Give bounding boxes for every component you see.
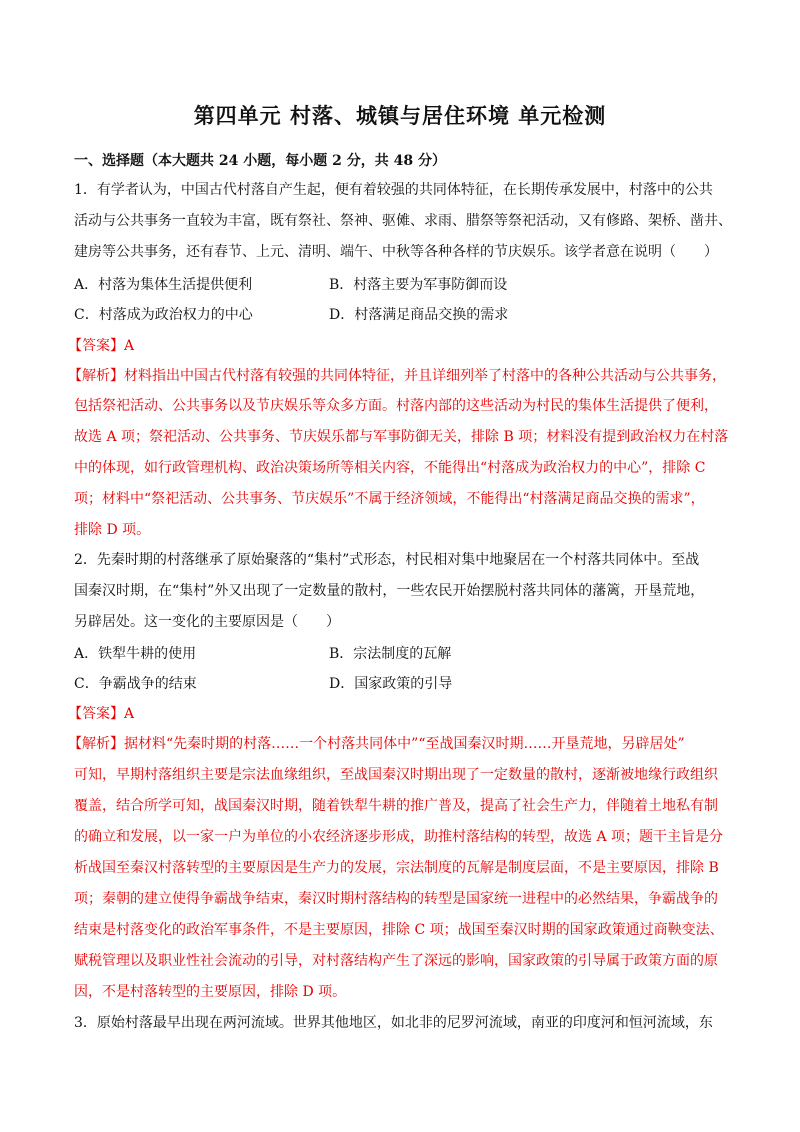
q2-analysis-line: 的确立和发展，以一家一户为单位的小农经济逐步形成，助推村落结构的转型，故选 A 项；题干主旨是分 bbox=[74, 829, 724, 845]
q1-analysis-line: 中的体现，如行政管理机构、政治决策场所等相关内容，不能得出“村落成为政治权力的中心”，排除 C bbox=[74, 460, 706, 476]
q2-analysis-line: 可知，早期村落组织主要是宗法血缘组织，至战国秦汉时期出现了一定数量的散村，逐渐被地缘行政组织 bbox=[74, 767, 718, 783]
q1-option-a: A．村落为集体生活提供便利 bbox=[74, 277, 253, 293]
q2-answer: 【答案】A bbox=[68, 706, 135, 722]
q1-stem-line: 建房等公共事务，还有春节、上元、清明、端午、中秋等各种各样的节庆娱乐。该学者意在说明（ ） bbox=[74, 244, 718, 260]
q1-analysis-line: 排除 D 项。 bbox=[74, 522, 151, 538]
q1-option-c: C．村落成为政治权力的中心 bbox=[74, 307, 253, 323]
q2-option-c: C．争霸战争的结束 bbox=[74, 676, 197, 692]
q1-stem-line: 1．有学者认为，中国古代村落自产生起，便有着较强的共同体特征，在长期传承发展中，村落中的公共 bbox=[74, 182, 713, 198]
q2-analysis-line: 【解析】据材料“先秦时期的村落……一个村落共同体中”“至战国秦汉时期……开垦荒地，另辟居处” bbox=[68, 736, 685, 752]
q2-option-d: D．国家政策的引导 bbox=[329, 676, 453, 692]
page-title: 第四单元 村落、城镇与居住环境 单元检测 bbox=[193, 104, 607, 128]
q1-stem-line: 活动与公共事务一直较为丰富，既有祭社、祭神、驱傩、求雨、腊祭等祭祀活动，又有修路、架桥、凿井、 bbox=[74, 213, 732, 229]
q1-analysis-line: 故选 A 项；祭祀活动、公共事务、节庆娱乐都与军事防御无关，排除 B 项；材料没有提到政治权力在村落 bbox=[74, 429, 729, 445]
q2-analysis-line: 析战国至秦汉村落转型的主要原因是生产力的发展，宗法制度的瓦解是制度层面，不是主要原因，排除 B bbox=[74, 860, 719, 876]
q1-analysis-line: 项；材料中“祭祀活动、公共事务、节庆娱乐”不属于经济领域，不能得出“村落满足商品交换的需求”， bbox=[74, 491, 705, 507]
q2-stem-line: 2．先秦时期的村落继承了原始聚落的“集村”式形态，村民相对集中地聚居在一个村落共同体中。至战 bbox=[74, 552, 700, 568]
q2-analysis-line: 因，不是村落转型的主要原因，排除 D 项。 bbox=[74, 984, 347, 1000]
q2-analysis-line: 赋税管理以及职业性社会流动的引导，对村落结构产生了深远的影响，国家政策的引导属于政策方面的原 bbox=[74, 953, 718, 969]
q2-option-b: B．宗法制度的瓦解 bbox=[329, 646, 452, 662]
q2-analysis-line: 结束是村落变化的政治军事条件，不是主要原因，排除 C 项；战国至秦汉时期的国家政策通过商鞅变法、 bbox=[74, 922, 724, 938]
q2-analysis-line: 项；秦朝的建立使得争霸战争结束，秦汉时期村落结构的转型是国家统一进程中的必然结果，争霸战争的 bbox=[74, 891, 718, 907]
q1-answer: 【答案】A bbox=[68, 338, 135, 354]
q1-analysis-line: 【解析】材料指出中国古代村落有较强的共同体特征，并且详细列举了村落中的各种公共活动与公共事务， bbox=[68, 368, 726, 384]
q2-analysis-line: 覆盖，结合所学可知，战国秦汉时期，随着铁犁牛耕的推广普及，提高了社会生产力，伴随着土地私有制 bbox=[74, 798, 718, 814]
q1-option-d: D．村落满足商品交换的需求 bbox=[329, 307, 509, 323]
q2-stem-line: 国秦汉时期，在“集村”外又出现了一定数量的散村，一些农民开始摆脱村落共同体的藩篱，开垦荒地， bbox=[74, 583, 705, 599]
q3-stem-line: 3．原始村落最早出现在两河流域。世界其他地区，如北非的尼罗河流域，南亚的印度河和恒河流域，东 bbox=[74, 1015, 713, 1031]
section-heading: 一、选择题（本大题共 24 小题，每小题 2 分，共 48 分） bbox=[74, 153, 446, 169]
q1-option-b: B．村落主要为军事防御而设 bbox=[329, 277, 508, 293]
q2-option-a: A．铁犁牛耕的使用 bbox=[74, 646, 197, 662]
q1-analysis-line: 包括祭祀活动、公共事务以及节庆娱乐等众多方面。村落内部的这些活动为村民的集体生活提供了便利， bbox=[74, 398, 718, 414]
q2-stem-line: 另辟居处。这一变化的主要原因是（ ） bbox=[74, 614, 340, 630]
